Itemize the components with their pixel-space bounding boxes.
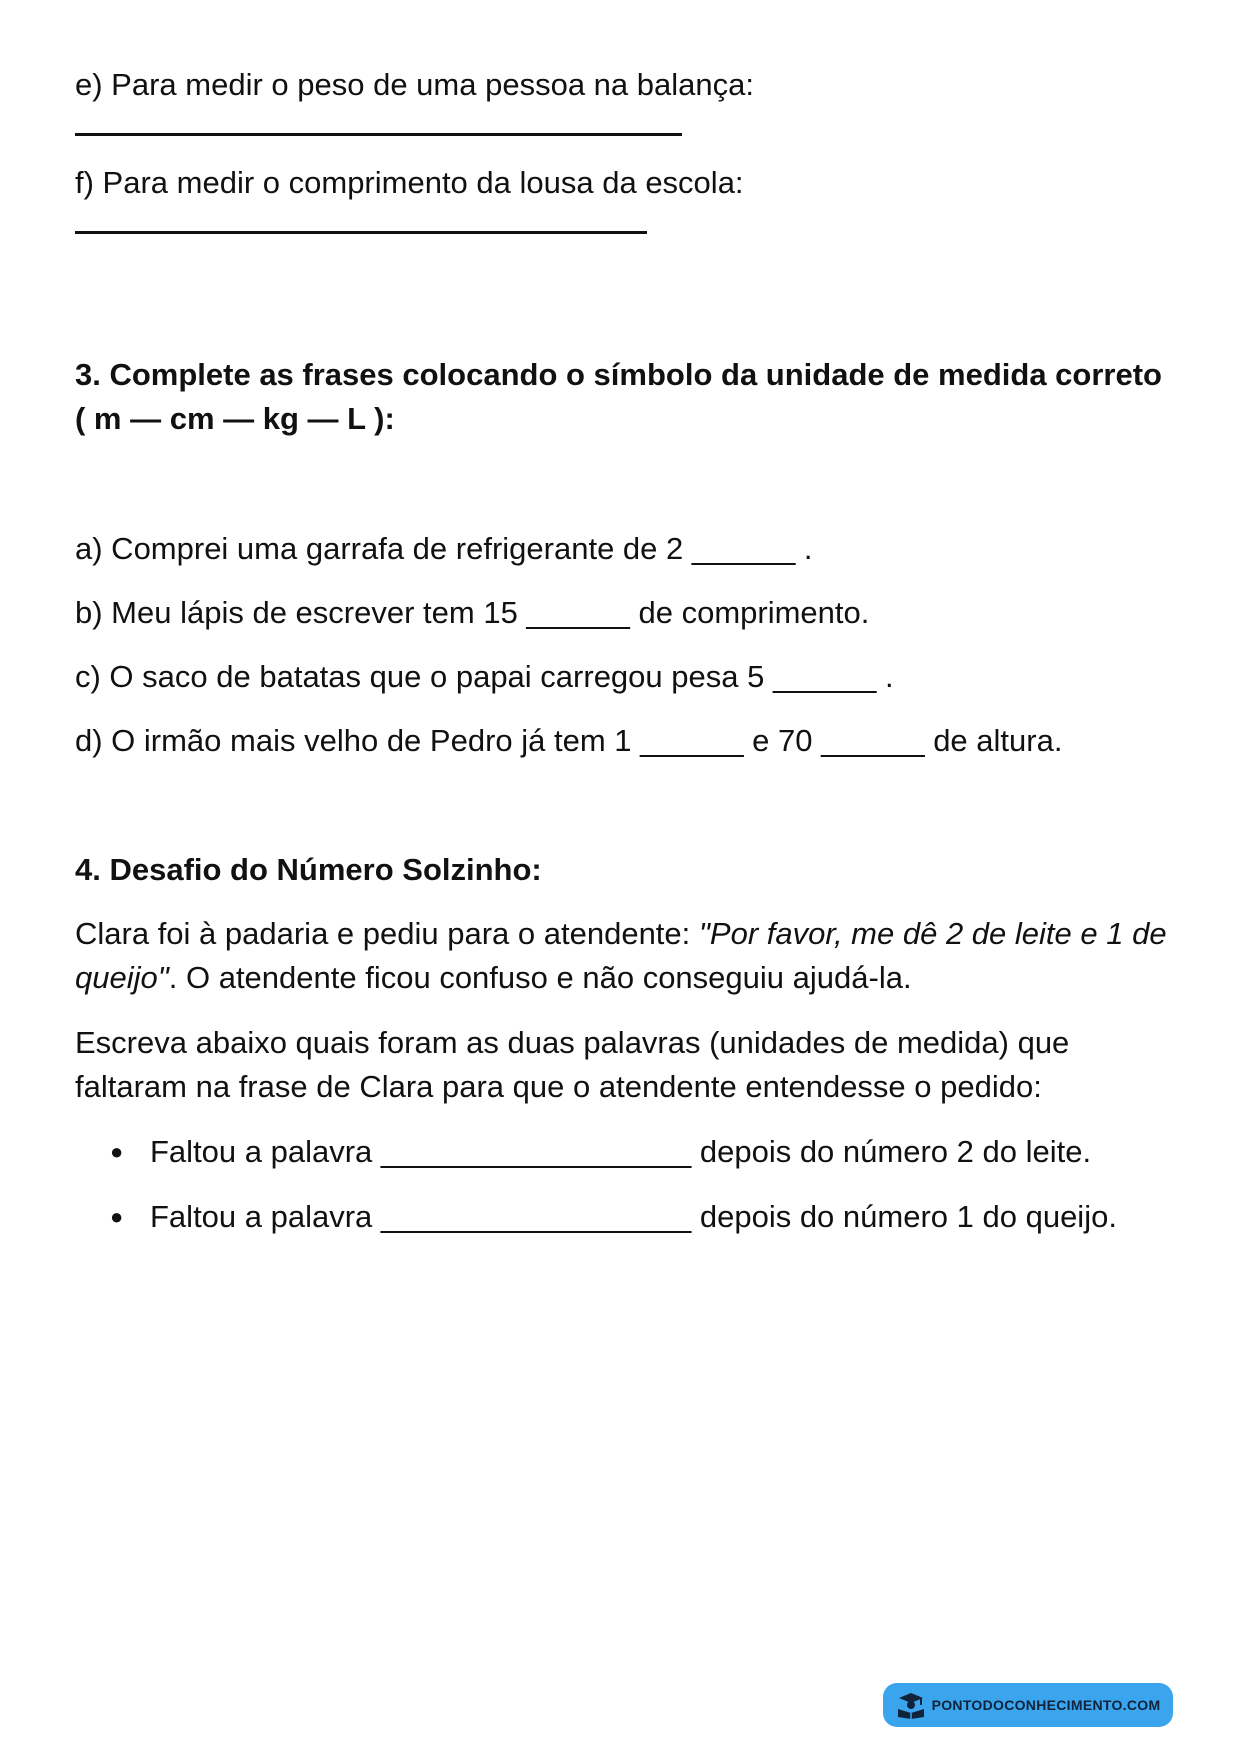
bullet-text: Faltou a palavra __________________ depois do número 1 do queijo. [150,1199,1117,1234]
para1-quote: "Por favor, me dê 2 de leite e 1 de queijo" [75,916,1167,995]
para1-before: Clara foi à padaria e pediu para o atendente: [75,916,699,951]
section-3-item-c: c) O saco de batatas que o papai carregou pesa 5 ______ . [75,659,894,694]
section-4-paragraph-2: Escreva abaixo quais foram as duas palavras (unidades de medida) que faltaram na frase de Clara para que o atendente entendesse o pedido: [75,1025,1070,1104]
item-e-answer-line [75,133,682,136]
item-e-prompt: e) Para medir o peso de uma pessoa na balança: [75,67,754,102]
para1-after: . O atendente ficou confuso e não conseguiu ajudá-la. [168,960,912,995]
bullet-text: Faltou a palavra __________________ depois do número 2 do leite. [150,1134,1092,1169]
section-3-item-b: b) Meu lápis de escrever tem 15 ______ de comprimento. [75,595,870,630]
section-3-item-a: a) Comprei uma garrafa de refrigerante de 2 ______ . [75,531,813,566]
bullet-dot: ● [110,1204,124,1229]
section-4-paragraph-1 [75,912,1170,1000]
reading-student-icon [896,1691,926,1719]
section-3-item-d: d) O irmão mais velho de Pedro já tem 1 ______ e 70 ______ de altura. [75,723,1063,758]
item-f-answer-line [75,231,647,234]
section-4-heading: 4. Desafio do Número Solzinho: [75,852,542,887]
brand-text: PONTODOCONHECIMENTO.COM [931,1697,1161,1713]
item-f-prompt: f) Para medir o comprimento da lousa da escola: [75,165,744,200]
section-3-heading: 3. Complete as frases colocando o símbolo da unidade de medida correto ( m — cm — kg — L ): [75,357,1162,436]
brand-badge[interactable] [883,1683,1173,1727]
bullet-dot: ● [110,1139,124,1164]
